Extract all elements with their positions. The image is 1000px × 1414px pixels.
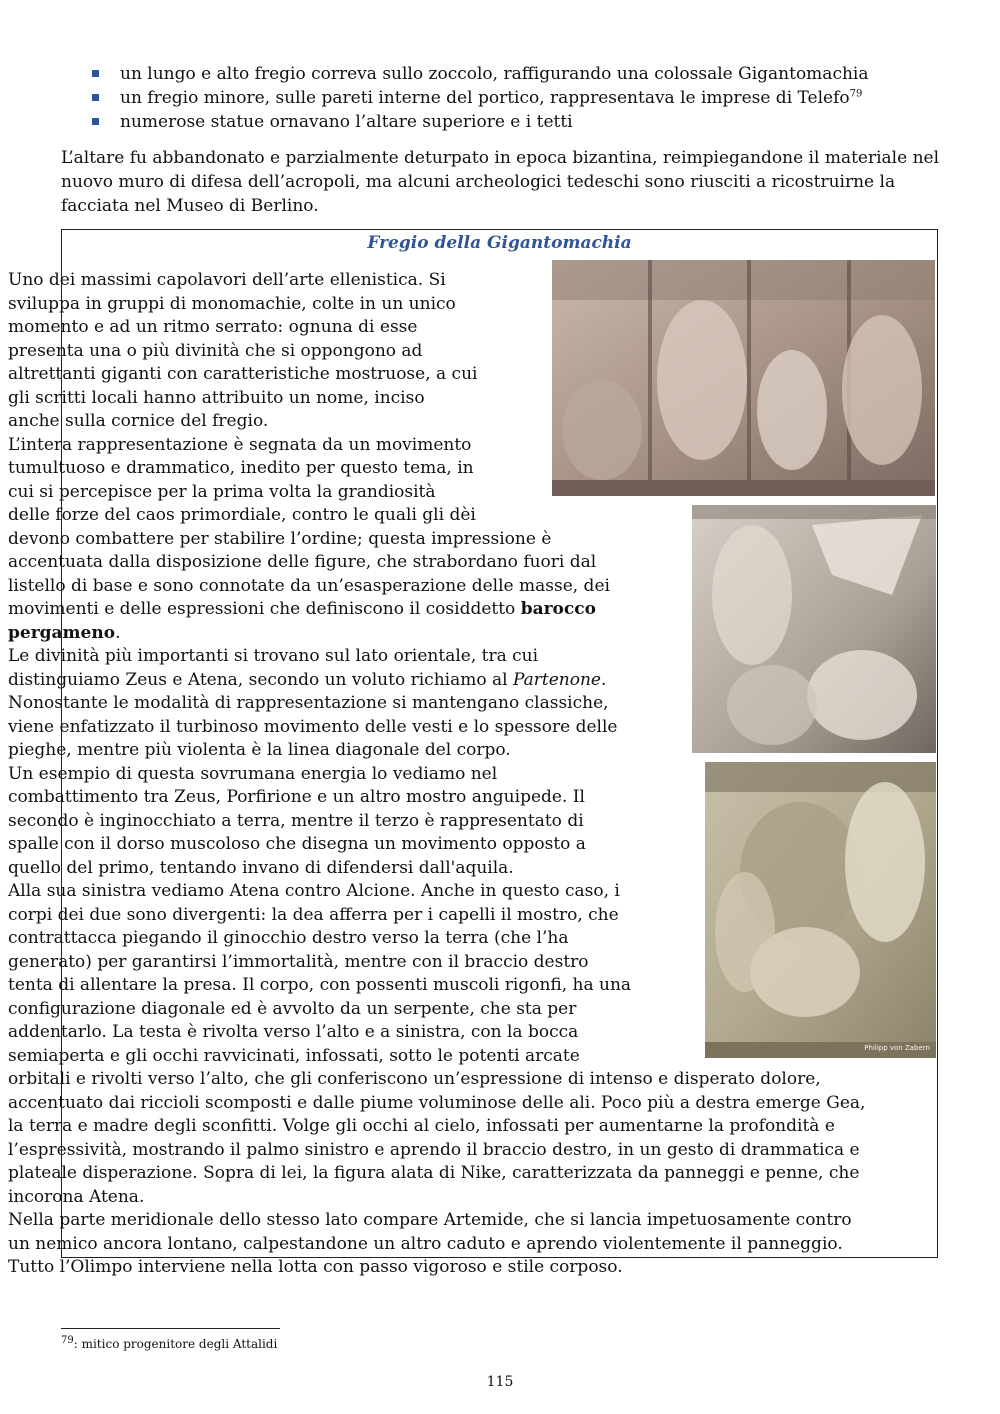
box-paragraph: Nella parte meridionale dello stesso lato compare Artemide, che si lancia impetuosamente contro un nemico ancora lontano, calpestandone un altro caduto e aprendo violentemente il panneggio. Tutto l’Olimpo interviene nella lotta con passo vigoroso e stile corposo. (8, 1210, 852, 1277)
bullet-item: un lungo e alto fregio correva sullo zoccolo, raffigurando una colossale Gigantomachia (90, 62, 868, 86)
intro-paragraph: L’altare fu abbandonato e parzialmente deturpato in epoca bizantina, reimpiegandone il materiale nel nuovo muro di difesa dell’acropoli, ma alcuni archeologici tedeschi sono riusciti a ricostruirne la facciata nel Museo di Berlino. (61, 148, 940, 216)
image-credit: Philipp von Zabern (864, 1044, 930, 1052)
box-paragraph: Alla sua sinistra vediamo Atena contro Alcione. Anche in questo caso, i corpi dei due sono divergenti: la dea afferra per i capelli il mostro, che contrattacca piegando il ginocchio destro verso la terra (che l’ha generato) per garantirsi l’immortalità, mentre con il braccio destro tenta di allentare la presa. Il corpo, con possenti muscoli rigonfi, ha una configurazione diagonale ed è avvolto da un serpente, che sta per addentarlo. La testa è rivolta verso l’alto e a sinistra, con la bocca semiaperta e gli occhi ravvicinati, infossati, sotto le potenti arcate orbitali e rivolti verso l’alto, che gli conferiscono un’espressione di intenso e disperato dolore, accentuato dai riccioli scomposti e dalle piume voluminose delle ali. Poco più a destra emerge Gea, la terra e madre degli sconfitti. Volge gli occhi al cielo, infossati per aumentarne la profondità e l’espressività, mostrando il palmo sinistro e aprendo il braccio destro, in un gesto di drammatica e plateale disperazione. Sopra di lei, la figura alata di Nike, caratterizzata da panneggi e penne, che incorona Atena. (8, 881, 866, 1207)
box-body (8, 269, 870, 1280)
box-paragraph: Le divinità più importanti si trovano sul lato orientale, tra cui distinguiamo Zeus e Atena, secondo un voluto richiamo al Partenone. (8, 646, 607, 690)
bold-term: barocco pergameno (8, 599, 596, 643)
footnote-divider (61, 1328, 280, 1329)
italic-term: Partenone. (512, 669, 607, 690)
box-paragraph: L’intera rappresentazione è segnata da un movimento tumultuoso e drammatico, inedito per questo tema, in cui si percepisce per la prima volta la grandiosità delle forze del caos primordiale, contro le quali gli dèi devono combattere per stabilire l’ordine; questa impressione è accentuata dalla disposizione delle figure, che strabordano fuori dal listello di base e sono connotate da un’esasperazione delle masse, dei movimenti e delle espressioni che definiscono il cosiddetto barocco pergameno. (8, 434, 610, 643)
box-paragraph: Uno dei massimi capolavori dell’arte ellenistica. Si sviluppa in gruppi di monomachie, colte in un unico momento e ad un ritmo serrato: ognuna di esse presenta una o più divinità che si oppongono ad altrettanti giganti con caratteristiche mostruose, a cui gli scritti locali hanno attribuito un nome, inciso anche sulla cornice del fregio. (8, 270, 478, 431)
box-title: Fregio della Gigantomachia (367, 233, 632, 253)
bullet-item: numerose statue ornavano l’altare superiore e i tetti (90, 110, 868, 134)
box-paragraph: Nonostante le modalità di rappresentazione si mantengano classiche, viene enfatizzato il turbinoso movimento delle vesti e lo spessore delle pieghe, mentre più violenta è la linea diagonale del corpo. (8, 693, 618, 760)
footnote: $^{79}$: mitico progenitore degli Attalidi (61, 1335, 278, 1351)
page-number: 115 (486, 1374, 514, 1390)
bullet-list (90, 62, 868, 134)
bullet-item: un fregio minore, sulle pareti interne del portico, rappresentava le imprese di Telefo$^{79}$ (90, 86, 868, 110)
footnote-ref[interactable]: 79 (849, 88, 863, 100)
box-paragraph: Un esempio di questa sovrumana energia lo vediamo nel combattimento tra Zeus, Porfirione e un altro mostro anguipede. Il secondo è inginocchiato a terra, mentre il terzo è rappresentato di spalle con il dorso muscoloso che disegna un movimento opposto a quello del primo, tentando invano di difendersi dall'aquila. (8, 763, 586, 878)
